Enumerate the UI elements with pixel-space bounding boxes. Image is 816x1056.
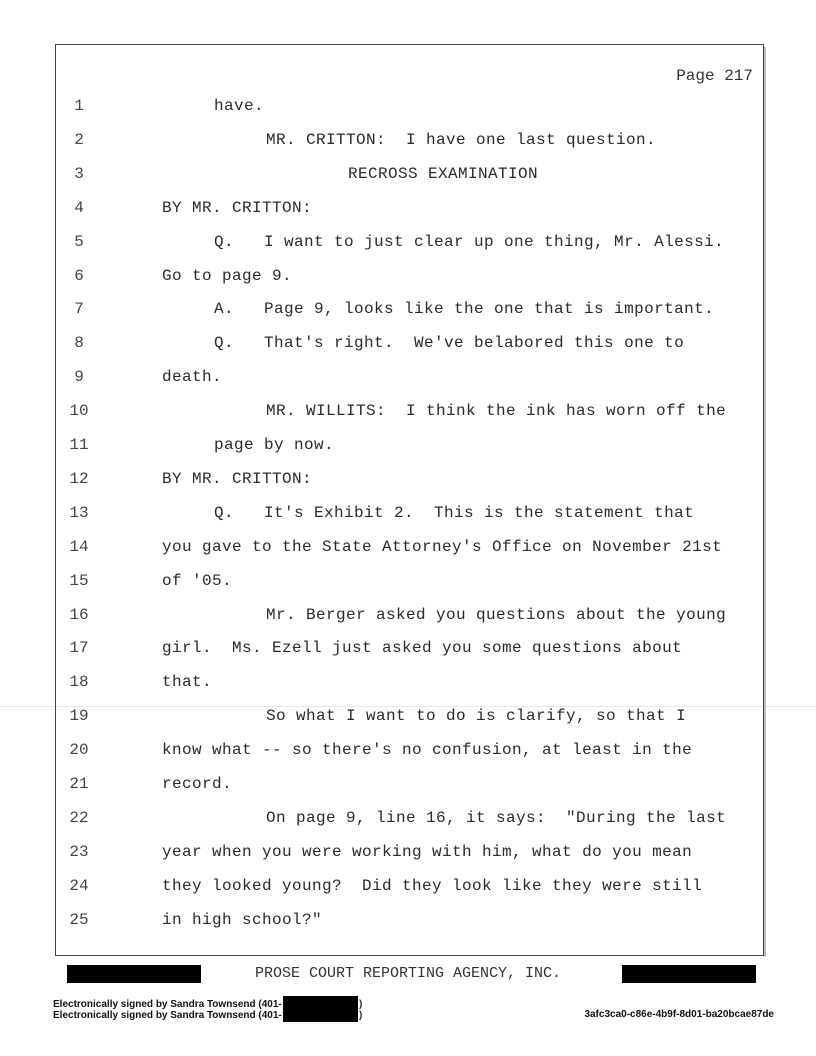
line-number: 4 xyxy=(74,198,84,217)
line-text: MR. WILLITS: I think the ink has worn off the xyxy=(266,402,727,421)
transcript-line xyxy=(56,131,765,165)
signature-close-paren-2: ) xyxy=(359,1010,363,1021)
line-number: 22 xyxy=(69,808,89,827)
line-number: 11 xyxy=(69,436,89,454)
transcript-line xyxy=(56,877,765,911)
line-number: 14 xyxy=(69,537,89,556)
line-number: 19 xyxy=(69,707,89,726)
line-text: So what I want to do is clarify, so that I xyxy=(266,707,687,726)
line-text: in high school?" xyxy=(162,910,323,929)
line-number: 20 xyxy=(69,741,89,760)
line-text: BY MR. CRITTON: xyxy=(162,469,313,488)
line-text: Q. I want to just clear up one thing, Mr. Alessi. xyxy=(214,232,725,251)
signature-close-paren-1: ) xyxy=(359,999,363,1010)
transcript-line xyxy=(56,707,765,741)
transcript-line xyxy=(56,843,765,877)
redaction-box-signature xyxy=(283,996,358,1022)
line-number: 15 xyxy=(69,571,89,590)
line-text: year when you were working with him, what do you mean xyxy=(162,842,693,861)
transcript-line xyxy=(56,97,765,131)
transcript-line xyxy=(56,233,765,267)
transcript-line xyxy=(56,199,765,233)
line-text: Q. That's right. We've belabored this one to xyxy=(214,334,685,353)
transcript-line xyxy=(56,436,765,470)
document-hash: 3afc3ca0-c86e-4b9f-8d01-ba20bcae87de xyxy=(584,1009,774,1020)
transcript-line xyxy=(56,538,765,572)
electronic-signature-line-1: Electronically signed by Sandra Townsend (401- xyxy=(53,999,282,1010)
transcript-line xyxy=(56,572,765,606)
line-number: 6 xyxy=(74,266,84,285)
line-text: Mr. Berger asked you questions about the young xyxy=(266,605,727,624)
line-text: Q. It's Exhibit 2. This is the statement that xyxy=(214,503,695,522)
redaction-box-right xyxy=(622,965,756,983)
line-text: death. xyxy=(162,368,223,387)
line-number: 3 xyxy=(74,164,84,183)
line-text: of '05. xyxy=(162,571,233,590)
transcript-line xyxy=(56,368,765,402)
line-number: 24 xyxy=(69,876,89,895)
transcript-line xyxy=(56,673,765,707)
transcript-line xyxy=(56,809,765,843)
line-text: Go to page 9. xyxy=(162,266,293,285)
transcript-line xyxy=(56,402,765,436)
line-text: RECROSS EXAMINATION xyxy=(348,164,539,183)
electronic-signature-line-2: Electronically signed by Sandra Townsend (401- xyxy=(53,1010,282,1021)
reporting-agency: PROSE COURT REPORTING AGENCY, INC. xyxy=(254,965,562,982)
line-number: 17 xyxy=(69,639,89,658)
transcript-line xyxy=(56,606,765,640)
line-number: 8 xyxy=(74,334,84,353)
transcript-line xyxy=(56,639,765,673)
line-number: 2 xyxy=(74,130,84,149)
transcript-line xyxy=(56,267,765,301)
transcript-line xyxy=(56,165,765,199)
line-number: 16 xyxy=(69,605,89,624)
line-text: record. xyxy=(162,775,233,793)
transcript-line xyxy=(56,741,765,775)
line-number: 12 xyxy=(69,469,89,488)
line-text: have. xyxy=(214,97,265,115)
line-number: 25 xyxy=(69,910,89,929)
line-text: MR. CRITTON: I have one last question. xyxy=(266,130,657,149)
line-text: page by now. xyxy=(214,436,335,454)
line-text: that. xyxy=(162,673,213,692)
line-number: 7 xyxy=(74,300,84,319)
transcript-line xyxy=(56,504,765,538)
line-number: 1 xyxy=(74,97,84,115)
line-text: girl. Ms. Ezell just asked you some questions about xyxy=(162,639,683,658)
line-number: 10 xyxy=(69,402,89,421)
transcript-page-frame xyxy=(55,44,764,956)
line-number: 18 xyxy=(69,673,89,692)
line-number: 13 xyxy=(69,503,89,522)
line-text: you gave to the State Attorney's Office on November 21st xyxy=(162,537,723,556)
line-text: BY MR. CRITTON: xyxy=(162,198,313,217)
line-number: 21 xyxy=(69,775,89,793)
transcript-line xyxy=(56,334,765,368)
transcript-line xyxy=(56,470,765,504)
line-number: 23 xyxy=(69,842,89,861)
line-text: know what -- so there's no confusion, at least in the xyxy=(162,741,693,760)
line-text: A. Page 9, looks like the one that is important. xyxy=(214,300,715,319)
transcript-line xyxy=(56,300,765,334)
transcript-line xyxy=(56,911,765,945)
line-text: they looked young? Did they look like they were still xyxy=(162,876,703,895)
line-text: On page 9, line 16, it says: "During the last xyxy=(266,808,727,827)
transcript-line xyxy=(56,775,765,809)
page-number: Page 217 xyxy=(676,67,753,85)
line-number: 5 xyxy=(74,232,84,251)
line-number: 9 xyxy=(74,368,84,387)
